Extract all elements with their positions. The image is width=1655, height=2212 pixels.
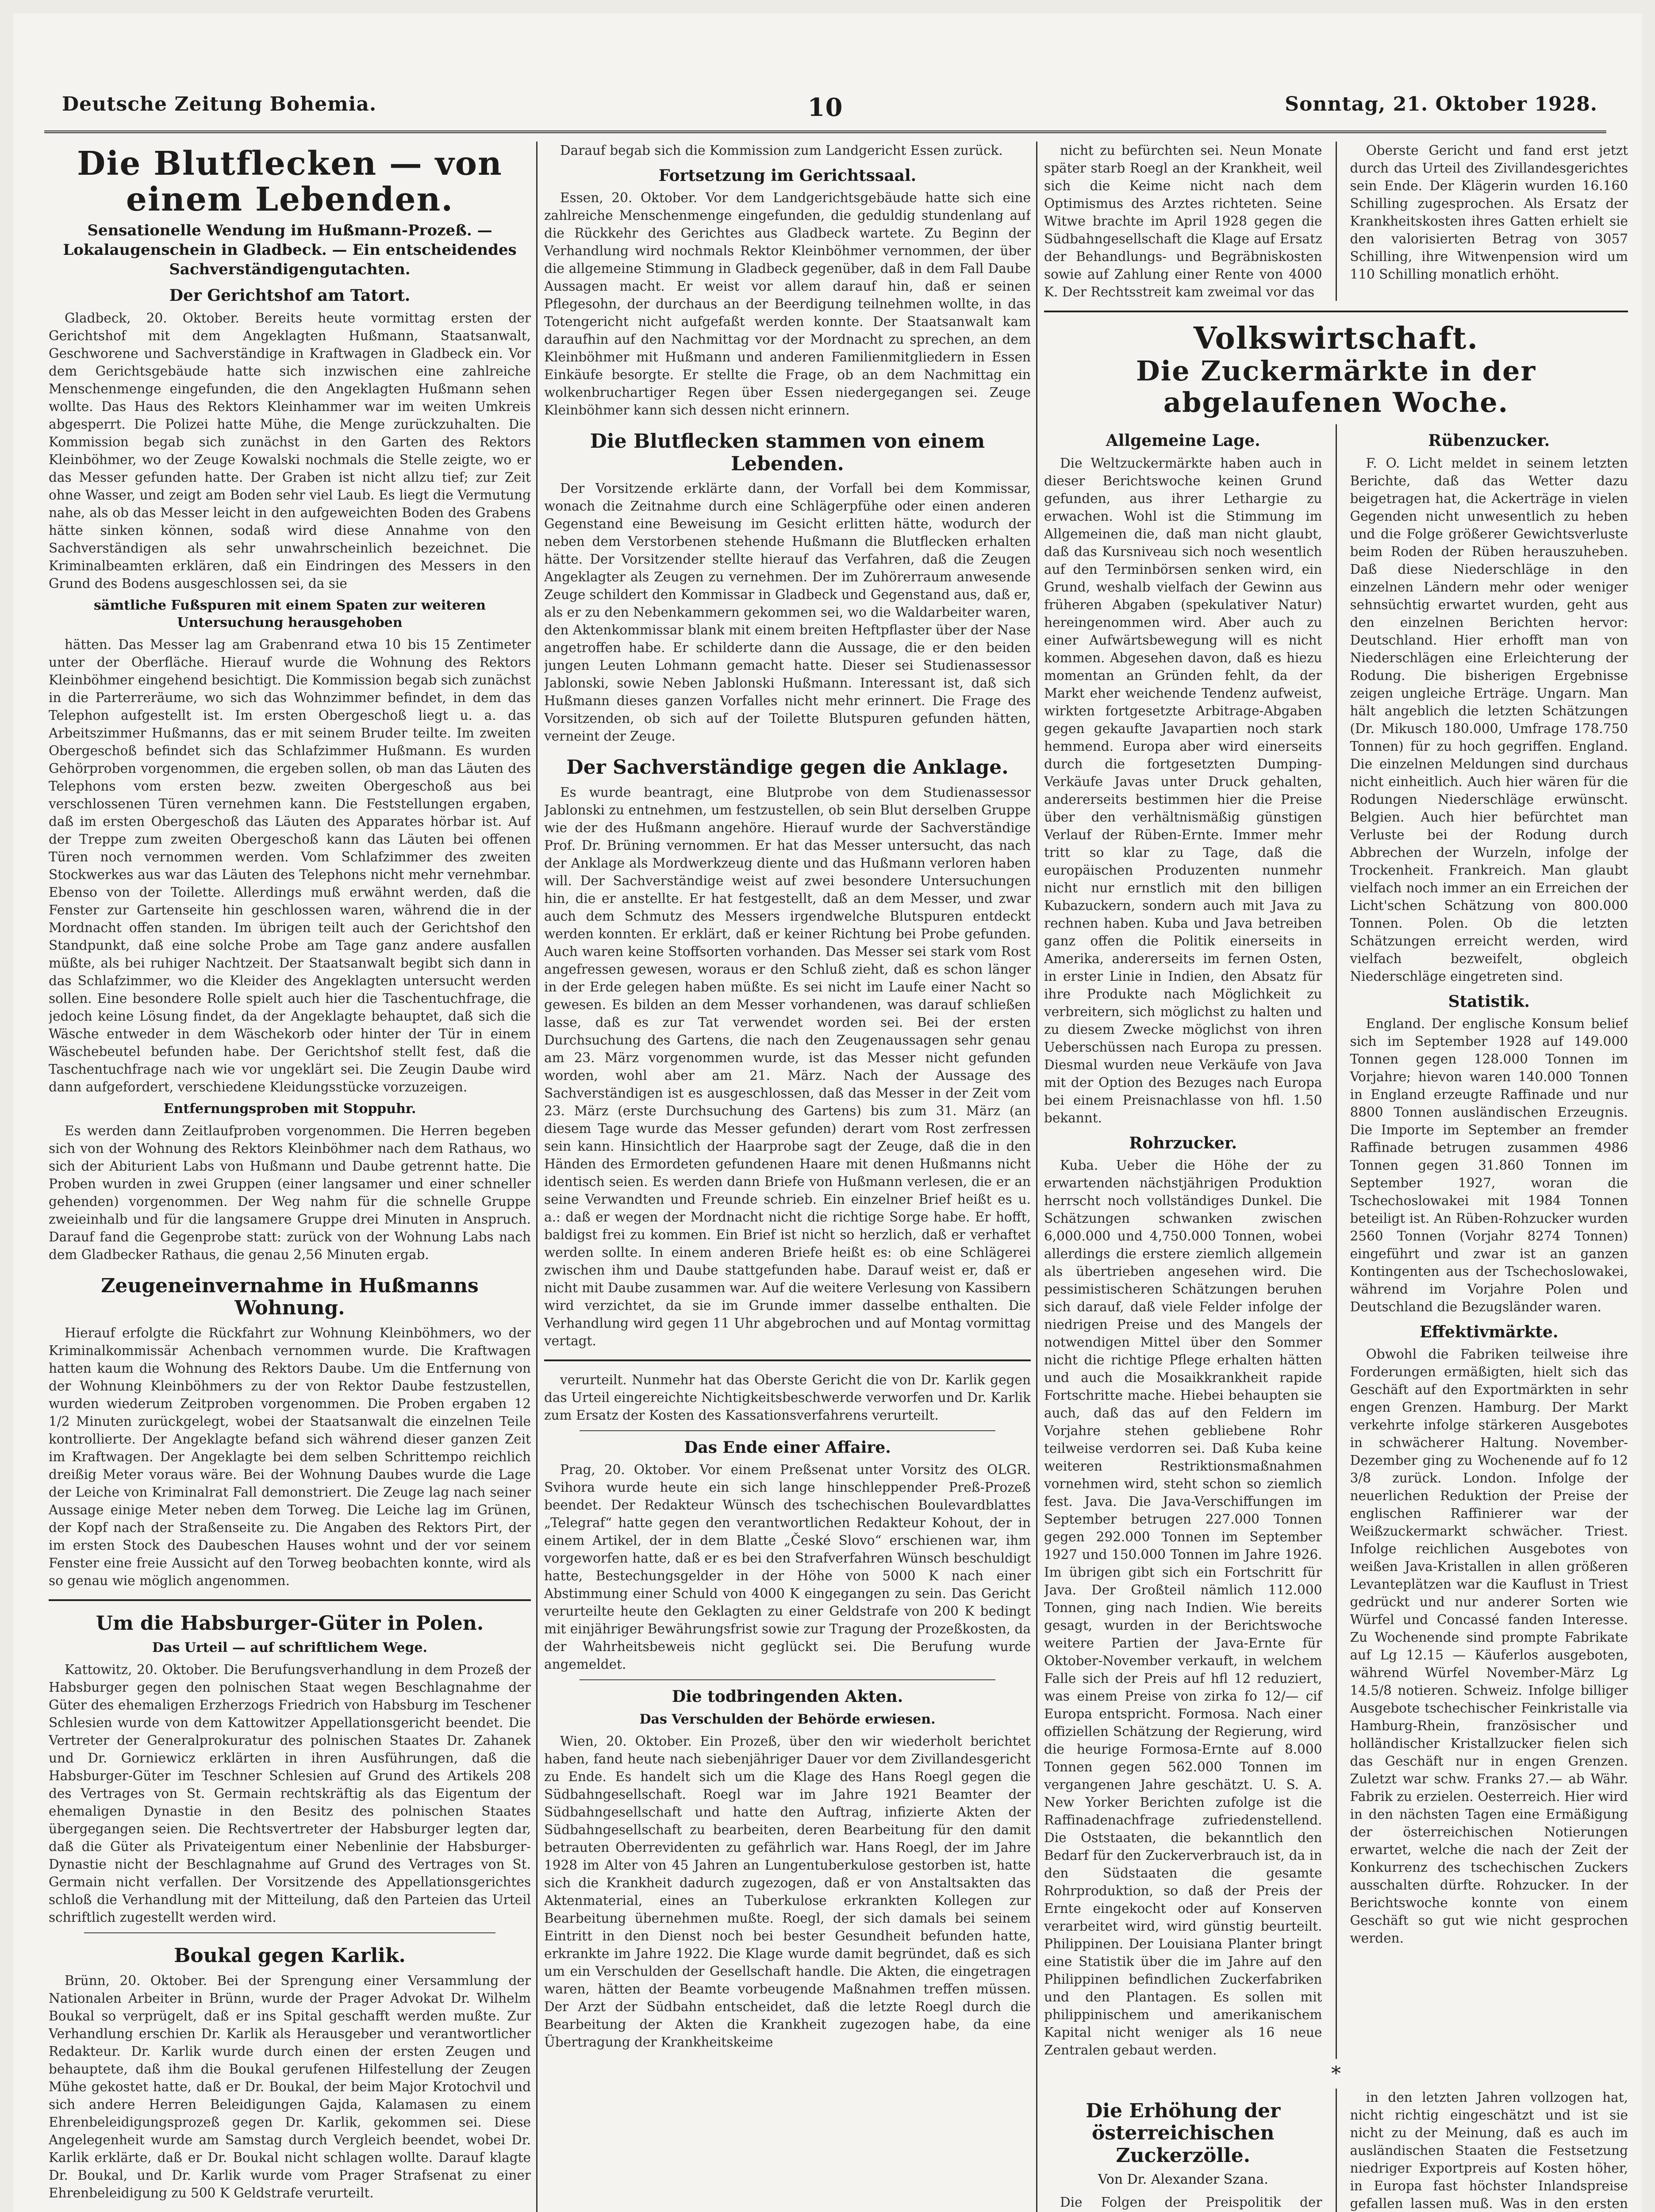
article-text: Brünn, 20. Oktober. Bei der Sprengung einer Versammlung der Nationalen Arbeiter in Brünn, wurde der Prager Advokat Dr. Wilhelm Boukal so verprügelt, daß er ins Spital geschafft werden mußte. Zur Verhandlung erschien Dr. Karlik als Herausgeber und verantwortlicher Redakteur. Dr. Karlik wurde durch einen der ersten Zeugen und behauptete, daß ihm die Boukal gerufenen Hilfestellung der Zeugen Mühe gekostet hatte, daß er Dr. Boukal, der beim Major Krotochvil und sich andere Herren Beleidigungen Gajda, Kalamasen zu einem Ehrenbeleidigungsprozeß gegen Dr. Karlik, gekommen sei. Diese Angelegenheit wurde am Samstag durch Vergleich beendet, wobei Dr. Karlik erklärte, daß er Dr. Boukal nicht schlagen wollte. Darauf klagte Dr. Boukal, und Dr. Karlik wurde vom Prager Strafsenat zu einer Ehrenbeleidigung zu 500 K Geldstrafe verurteilt. [49, 1973, 531, 2200]
divider [580, 1430, 995, 1431]
article-headline: Das Ende einer Affaire. [684, 1438, 891, 1457]
section-heading: Rübenzucker. [1428, 431, 1550, 450]
article-text: Essen, 20. Oktober. Vor dem Landgerichtsgebäude hatte sich eine zahlreiche Menschenmenge eingefunden, die geduldig stundenlang auf die Rückkehr des Gerichtes aus Gladbeck wartete. Zu Beginn der Verhandlung wird nochmals Rektor Kleinböhmer vernommen, der über die allgemeine Stimmung in Gladbeck gegenüber, daß in dem Fall Daube Aussagen macht. Er weist vor allem darauf hin, daß er seinen Pflegesohn, der durchaus an der Beerdigung teilnehmen wollte, in das Totengericht nicht aufgefaßt werden konnte. Der Staatsanwalt kam daraufhin auf den Nachmittag vor der Mordnacht zu sprechen, an dem Kleinböhmer mit Hußmann und anderen Familienmitgliedern in Essen Einkäufe besorgte. Er stellte die Frage, ob an dem Nachmittag ein wolkenbruchartiger Regen über Essen niedergegangen sei. Zeuge Kleinböhmer kann sich dessen nicht erinnern. [544, 190, 1031, 418]
section-heading: Statistik. [1448, 992, 1530, 1011]
article-text: Obwohl die Fabriken teilweise ihre Forderungen ermäßigten, hielt sich das Geschäft auf den Exportmärkten in sehr engen Grenzen. Hamburg. Der Markt verkehrte infolge stärkeren Ausgebotes in schwächerer Haltung. November-Dezember ging zu Wochenende auf fo 12 3/8 zurück. London. Infolge der neuerlichen Reduktion der Preise der englischen Raffinierer war der Weißzuckermarkt schwächer. Triest. Infolge reichlichen Ausgebotes von weißen Java-Kristallen in allen größeren Levanteplätzen war die Kauflust in Triest gedrückt und nur anderer Sorten wie Würfel und Concassé fanden Interesse. Zu Wochenende sind prompte Fabrikate auf Lg 12.15 — Käuferlos ausgeboten, während Würfel November-März Lg 14.5/8 notieren. Schweiz. Infolge billiger Ausgebote tschechischer Feinkristalle via Hamburg-Rhein, französischer und holländischer Kristallzucker fielen sich das Geschäft nur in engen Grenzen. Zuletzt war schw. Franks 27.— ab Währ. Fabrik zu erzielen. Oesterreich. Hier wird in den nächsten Tagen eine Ermäßigung der österreichischen Notierungen erwartet, welche die nach der Zeit der Konkurrenz des tschechischen Zuckers ausschalten dürfte. Rohzucker. In der Berichtswoche konnte von einem Geschäft so gut wie nicht gesprochen werden. [1350, 1346, 1628, 1946]
article-text: in den letzten Jahren vollzogen hat, nicht richtig eingeschätzt und ist sie nicht zu der Meinung, daß es auch im ausländischen Staaten die Festsetzung niedriger Exportpreis auf Kosten höher, in Europa fast höchster Inlandspreise gefallen lassen muß. Was in den ersten [1350, 2089, 1628, 2211]
subheading: sämtliche Fußspuren mit einem Spaten zur weiteren Untersuchung herausgehoben [94, 597, 486, 630]
article-text: Die Folgen der Preispolitik der [1060, 2194, 1322, 2210]
section-heading: Effektivmärkte. [1420, 1322, 1559, 1341]
article-text: Gladbeck, 20. Oktober. Bereits heute vormittag ersten der Gerichtshof mit dem Angeklagten Hußmann, Staatsanwalt, Geschworene und Sachverständige in Kraftwagen in Gladbeck ein. Vor dem Gerichtsgebäude hatte sich inzwischen eine zahlreiche Menschenmenge eingefunden, die den Angeklagten Hußmann sehen wollte. Das Haus des Rektors Kleinhammer war im weiten Umkreis abgesperrt. Die Polizei hatte Mühe, die Menge zurückzuhalten. Die Kommission begab sich zunächst in den Garten des Rektors Kleinböhmer, wo der Zeuge Kowalski nochmals die Stelle zeigte, wo er das Messer gefunden hatte. Der Graben ist nicht allzu tief; zur Zeit ohne Wasser, und zeigt am Boden sehr viel Laub. Es liegt die Vermutung nahe, als ob das Messer leicht in den aufgeweichten Boden des Grabens hätte sinken können, sodaß wird diese Annahme von den Sachverständigen als sehr unwahrscheinlich bezeichnet. Die Kriminalbeamten erklären, daß ein Eindringen des Messers in den Grund des Bodens ausgeschlossen sei, da sie [49, 310, 531, 591]
article-text: Die Weltzuckermärkte haben auch in dieser Berichtswoche keinen Grund gefunden, aus ihrer Lethargie zu erwachen. Wohl ist die Stimmung im Allgemeinen die, daß man nicht glaubt, daß das Kursniveau sich noch wesentlich auf den Terminbörsen senken wird, ein Grund, weshalb vielfach der Gewinn aus früheren Abgaben (spekulativer Natur) hereingenommen wird. Aber auch zu einer Aufwärtsbewegung will es nicht kommen. Abgesehen davon, daß es hiezu momentan an Gründen fehlt, da der Markt eher weichende Tendenz aufweist, wirkten fortgesetzte Arbitrage-Abgaben gegen gekaufte Javapartien noch stark hemmend. Europa aber wird einerseits durch die fortgesetzten Dumping-Verkäufe Javas unter Druck gehalten, andererseits bestimmen hier die Preise über den verhältnismäßig günstigen Verlauf der Rüben-Ernte. Immer mehr tritt so klar zu Tage, daß die europäischen Produzenten nunmehr nicht nur ernstlich mit den billigen Kubazuckern, sondern auch mit Java zu rechnen haben. Kuba und Java betreiben ganz offen die Politik einerseits in Amerika, andererseits im fernen Osten, in erster Linie in Indien, den Absatz für ihre Produkte nach Möglichkeit zu verbreitern, sich möglichst zu halten und zu diesem Zwecke möglichst von ihren Ueberschüssen nach Europa zu pressen. Diesmal wurden neue Verkäufe von Java mit der Option des Bezuges nach Europa bei einem Preisnachlasse von hfl. 1.50 bekannt. [1044, 455, 1322, 1125]
article-text: Oberste Gericht und fand erst jetzt durch das Urteil des Zivillandesgerichtes sein Ende. Der Klägerin wurden 16.160 Schilling zugesprochen. Als Ersatz der Krankheitskosten ihres Gatten erhielt sie den valorisierten Betrag von 3057 Schilling, ihre Witwenpension wird um 110 Schilling monatlich erhöht. [1350, 143, 1628, 282]
article-text: England. Der englische Konsum belief sich im September 1928 auf 149.000 Tonnen gegen 128.000 Tonnen im Vorjahre; hievon waren 140.000 Tonnen in England erzeugte Raffinade und nur 8800 Tonnen ausländischen Erzeugnis. Die Importe im September an fremder Raffinade betrugen zusammen 4986 Tonnen gegen 31.860 Tonnen im September 1927, woran die Tschechoslowakei mit 1984 Tonnen beteiligt ist. An Rüben-Rohzucker wurden 2560 Tonnen (Vorjahr 8274 Tonnen) eingeführt und zwar ist an ganzen Kontingenten aus der Tschechoslowakei, während im Vorjahre Polen und Deutschland die Bezugsländer waren. [1350, 1016, 1628, 1314]
section-heading: Der Sachverständige gegen die Anklage. [566, 756, 1009, 779]
article-text: Wien, 20. Oktober. Ein Prozeß, über den wir wiederholt berichtet haben, fand heute nach siebenjähriger Dauer vor dem Zivillandesgericht zu Ende. Es handelt sich um die Klage des Hans Roegl gegen die Südbahngesellschaft. Roegl war im Jahre 1921 Beamter der Südbahngesellschaft und hatte den Auftrag, infizierte Akten der Südbahngesellschaft zu bearbeiten, deren Bearbeitung für den damit betrauten Oberrevidenten zu gefährlich war. Hans Roegl, der im Jahre 1928 im Alter von 45 Jahren an Lungentuberkulose gestorben ist, hatte sich die Krankheit dadurch zugezogen, daß er von Anstaltsakten das Aktenmaterial, eines an Tuberkulose erkrankten Kollegen zur Bearbeitung übernehmen mußte. Roegl, der sich damals bei seinem Eintritt in den Dienst noch bei bester Gesundheit befunden hatte, erkrankte im Jahre 1922. Die Klage wurde damit begründet, daß es sich um ein Verschulden der Gesellschaft handle. Die Akten, die eingetragen waren, hätten der Beamte vorbeugende Maßnahmen treffen müssen. Der Arzt der Südbahn entscheidet, daß die letzte Roegl durch die Bearbeitung der Akten die Krankheit zugezogen habe, da eine Übertragung der Krankheitskeime [544, 1734, 1031, 2050]
section-heading: Die Blutflecken stammen von einem Lebenden. [590, 430, 985, 475]
article-text: Kuba. Ueber die Höhe der zu erwartenden nächstjährigen Produktion herrscht noch vollständiges Dunkel. Die Schätzungen schwanken zwischen 6,000.000 und 4,750.000 Tonnen, wobei allerdings die erstere ziemlich allgemein als übertrieben angesehen wird. Die pessimistischeren Schätzungen beruhen sich darauf, daß viele Felder infolge der niedrigen Preise und des Mangels der notwendigen Mittel über den Sommer nicht die richtige Pflege erhalten hätten und auch die Mosaikkrankheit rapide Fortschritte mache. Hiebei behaupten sie auch, daß das auf den Feldern im Vorjahre stehen gebliebene Rohr teilweise verdorren sei. Daß Kuba keine weiteren Restriktionsmaßnahmen vornehmen wird, steht schon so ziemlich fest. Java. Die Java-Verschiffungen im September betrugen 227.000 Tonnen gegen 292.000 Tonnen im September 1927 und 150.000 Tonnen im Jahre 1926. Im übrigen gibt sich ein Fortschritt für Java. Der Großteil nämlich 112.000 Tonnen, ging nach Indien. Wie bereits gesagt, wurden in der Berichtswoche weitere Partien der Java-Ernte für Oktober-November verkauft, in welchem Falle sich der Preis auf hfl 12 reduziert, was einem Preise von zirka fo 12/— cif Europa entspricht. Formosa. Nach einer offiziellen Schätzung der Regierung, wird die heurige Formosa-Ernte auf 8.000 Tonnen gegen 562.000 Tonnen im vergangenen Jahre geschätzt. U. S. A. New Yorker Berichten zufolge ist die Raffinadenachfrage zufriedenstellend. Die Oststaaten, die bekanntlich den Bedarf für den Zuckerverbrauch ist, da in den Südstaaten die gesamte Rohrproduktion, so daß der Preis der Ernte eingekocht oder auf Konserven verarbeitet wird, wird günstig beurteilt. Philippinen. Der Louisiana Planter bringt eine Statistik über die im Jahre auf den Philippinen befindlichen Zuckerfabriken und den Plantagen. Es sollen mit philippinischem und amerikanischem Kapital nicht weniger als 16 neue Zentralen gebaut werden. [1044, 1157, 1322, 2058]
article-headline: Die todbringenden Akten. [672, 1687, 903, 1706]
article-text: Hierauf erfolgte die Rückfahrt zur Wohnung Kleinböhmers, wo der Kriminalkommissär Achenbach vernommen wurde. Die Kraftwagen hatten kaum die Wohnung des Rektors Daube. Um die Entfernung von der Wohnung Kleinböhmers zu der von Rektor Daube festzustellen, wurden wiederum Zeitproben vorgenommen. Die Proben ergaben 12 1/2 Minuten zurückgelegt, wobei der Staatsanwalt die einzelnen Teile kontrollierte. Der Angeklagte befand sich während dieser ganzen Zeit im Kraftwagen. Der Angeklagte bei dem selben Schrittempo reichlich dreißig Meter voraus wäre. Bei der Wohnung Daubes wurde die Lage der Leiche von Kriminalrat Fall demonstriert. Die Zeuge lag nach seiner Aussage einige Meter neben dem Torweg. Die Leiche lag im Grünen, der Kopf nach der Straßenseite zu. Die Angaben des Rektors Pirt, der im ersten Stock des Daubeschen Hauses wohnt und der vor seinem Fenster eine freie Aussicht auf den Torweg beobachten konnte, wird als so genau wie möglich angenommen. [49, 1325, 531, 1588]
column-2 [544, 142, 1031, 2212]
section-heading: Der Gerichtshof am Tatort. [169, 286, 411, 305]
section-title: Volkswirtschaft. [1193, 321, 1479, 356]
subheading: Entfernungsproben mit Stoppuhr. [163, 1101, 416, 1117]
column-3 [1044, 142, 1628, 2212]
page-header [44, 88, 1606, 133]
divider [1044, 311, 1628, 312]
article-text: Es werden dann Zeitlaufproben vorgenommen. Die Herren begeben sich von der Wohnung des Rektors Kleinböhmer nach dem Rathaus, wo sich der Abiturient Labs von Hußmann und Daube getrennt hatte. Die Proben wurden in zwei Gruppen (einer langsamer und einer schneller gehenden) vorgenommen. Der Weg nahm für die schnelle Gruppe zweieinhalb und für die langsamere Gruppe drei Minuten in Anspruch. Darauf fand die Gegenprobe statt: zurück von der Wohnung Labs nach dem Gladbecker Rathaus, die genau 2,56 Minuten ergab. [49, 1123, 531, 1262]
article-headline: Um die Habsburger-Güter in Polen. [96, 1612, 484, 1635]
newspaper-page [13, 13, 1642, 2212]
section-star: * [1331, 2062, 1341, 2085]
market-report [1044, 424, 1628, 2058]
article-text: Der Vorsitzende erklärte dann, der Vorfall bei dem Kommissar, wonach die Zeitnahme durch eine Schlägerpfühe oder einen anderen Gegenstand eine Beweisung im Gesicht erlitten hätte, wodurch der neben dem Verstorbenen stehende Hußmann die Blutflecken erhalten hätte. Der Vorsitzender stellte hierauf das Verfahren, daß die Zeugen Angeklagter als Zeugen zu vernehmen. Der im Zuhörerraum anwesende Zeuge schildert den Kommissar in Gladbeck und Gegenstand aus, daß er, als er zu den Nebenkammern gekommen sei, wo die Waldarbeiter waren, den Aktenkommissar blank mit einem breiten Heftpflaster über der Nase angetroffen habe. Er schilderte dann die Aussage, die er den beiden jungen Leuten Lohmann gemacht hatte. Dieser sei Studienassessor Jablonski, sowie Neben Jablonski Hußmann. Interessant ist, daß sich Hußmann dieses ganzen Vorfalles nicht mehr erinnert. Die Frage des Vorsitzenden, ob sich auf der Toilette Blutspuren gefunden hätten, verneint der Zeuge. [544, 481, 1031, 744]
divider [580, 1679, 995, 1680]
column-1 [49, 142, 531, 2212]
article-text: hätten. Das Messer lag am Grabenrand etwa 10 bis 15 Zentimeter unter der Oberfläche. Hierauf wurde die Wohnung des Rektors Kleinböhmer eingehend besichtigt. Die Kommission begab sich zunächst in die Parterreräume, wo sich das Wohnzimmer befindet, in dem das Telephon aufgestellt ist. Im ersten Obergeschoß liegt u. a. das Arbeitszimmer Hußmanns, das er mit seinem Bruder teilte. Im zweiten Obergeschoß befindet sich das Schlafzimmer Hußmann. Es wurden Gehörproben vorgenommen, die ergeben sollen, ob man das Läuten des Telephons vom ersten bezw. zweiten Obergeschoß aus bei verschlossenen Türen vernehmen kann. Die Feststellungen ergaben, daß im ersten Obergeschoß das Läuten des Apparates hörbar ist. Auf der Treppe zum zweiten Obergeschoß kann das Läuten bei offenen Türen noch vernommen werden. Vom Schlafzimmer des zweiten Stockwerkes aus war das Läuten des Telephons nicht mehr vernehmbar. Ebenso von der Toilette. Allerdings muß erwähnt werden, daß die Fenster zur Gartenseite hin geschlossen waren, während die in der Mordnacht offen standen. Im übrigen teilt auch der Gerichtshof den Standpunkt, daß eine solche Probe am Tage ganz andere ausfallen müßte, als bei ruhiger Nachtzeit. Der Staatsanwalt begibt sich dann in das Schlafzimmer, wo die Kleider des Angeklagten untersucht werden sollen. Eine besondere Rolle spielt auch hier die Taschentuchfrage, die jedoch keine Lösung findet, da der Angeklagte behauptet, daß sich die Wäsche entweder in dem Wäschekorb oder hinter der Tür in einem Wäschebeutel befunden habe. Der Gerichtshof stellt fest, daß die Taschentuchfrage nach wie vor ungeklärt sei. Die Zeugin Daube wird dann aufgefordert, verschiedene Kleidungsstücke vorzuzeigen. [49, 637, 531, 1094]
page-number: 10 [807, 93, 843, 122]
divider [49, 1599, 531, 1601]
column-rule [1336, 424, 1337, 2058]
author-byline: Von Dr. Alexander Szana. [1098, 2171, 1268, 2187]
divider [544, 1359, 1031, 1361]
column-rule [1336, 142, 1337, 301]
article-text: Prag, 20. Oktober. Vor einem Preßsenat unter Vorsitz des OLGR. Svihora wurde heute ein sich lange hinschleppender Preß-Prozeß beendet. Der Redakteur Wünsch des tschechischen Boulevardblattes „Telegraf“ hatte gegen den verantwortlichen Redakteur Kohout, der in einem Artikel, der in dem Blatte „České Slovo“ erschienen war, ihm vorgeworfen hatte, daß er es bei den Strafverfahren Wünsch beschuldigt hatte, Bestechungsgelder in der Höhe von 5000 K nach einer Abstimmung einer Schuld von 4000 K eingegangen zu sein. Das Gericht verurteilte heute den Geklagten zu einer Geldstrafe von 200 K bedingt mit einjähriger Bewährungsfrist sowie zur Tragung der Prozeßkosten, da der Wahrheitsbeweis nicht geglückt sei. Die Berufung wurde angemeldet. [544, 1462, 1031, 1672]
column-rule [536, 142, 538, 2212]
divider [84, 1932, 495, 1933]
section-heading: Allgemeine Lage. [1106, 431, 1260, 450]
article-headline: Die Blutflecken — von einem Lebenden. [77, 145, 503, 219]
section-heading: Zeugeneinvernahme in Hußmanns Wohnung. [101, 1274, 479, 1320]
subheading: Das Verschulden der Behörde erwiesen. [639, 1712, 936, 1728]
article-headline: Die Erhöhung der österreichischen Zuckerzölle. [1086, 2099, 1281, 2167]
paper-name: Deutsche Zeitung Bohemia. [62, 93, 377, 115]
article-text: Darauf begab sich die Kommission zum Landgericht Essen zurück. [560, 143, 1003, 158]
article-text: Es wurde beantragt, eine Blutprobe von dem Studienassessor Jablonski zu entnehmen, um festzustellen, ob sein Blut derselben Gruppe wie der des Hußmann angehöre. Hierauf wurde der Sachverständige Prof. Dr. Brüning vernommen. Er hat das Messer untersucht, das nach der Anklage als Mordwerkzeug diente und das Hußmann verloren haben will. Der Sachverständige weist auf zwei besondere Untersuchungen hin, die er anstellte. Er hat festgestellt, daß an dem Messer, und zwar auch dem Schmutz des Messers irgendwelche Blutspuren entdeckt werden konnten. Er erklärt, daß er keiner Richtung bei Probe gefunden. Auch waren keine Stoffsorten vorhanden. Das Messer sei stark vom Rost angefressen gewesen, woraus er den Schluß zieht, daß es schon länger in der Erde gelegen haben müßte. Es sei nicht im Laufe einer Nacht so gewesen. Es bilden an dem Messer vorhandenen, was darauf schließen lasse, daß es zur Tat verwendet worden sei. Bei der ersten Durchsuchung des Gartens, die nach den Zeugenaussagen sehr genau am 23. März vorgenommen wurde, ist das Messer nicht gefunden worden, wohl aber am 21. März. Nach der Aussage des Sachverständigen ist es ausgeschlossen, daß das Messer in der Zeit vom 23. März (erste Durchsuchung des Gartens) bis zum 31. März (an diesem Tage wurde das Messer gefunden) derart vom Rost zerfressen sein kann. Hinsichtlich der Haarprobe sagt der Zeuge, daß die in den Händen des Ermordeten gefundenen Haare mit denen Hußmanns nicht identisch seien. Es werden dann Briefe von Hußmann verlesen, die er an seine Verwandten und Freunde schrieb. Ein einzelner Brief heißt es u. a.: daß er wegen der Mordnacht nicht die richtige Sorge habe. Er hofft, baldigst frei zu kommen. Ein Brief ist nicht so herzlich, daß er verhaftet werden sollte. In einem anderen Briefe heißt es: ob eine Schlägerei zwischen ihm und Daube stattgefunden habe. Darauf weist er, daß er nicht mit Daube zusammen war. Auf die weitere Verlesung von Kassibern wird verzichtet, da sie im Grunde immer dasselbe enthalten. Die Verhandlung wird gegen 11 Uhr abgebrochen und auf Montag vormittag vertagt. [544, 784, 1031, 1348]
subheading: Das Urteil — auf schriftlichem Wege. [152, 1640, 427, 1656]
article-headline: Boukal gegen Karlik. [174, 1944, 406, 1967]
article-subheadline: Sensationelle Wendung im Hußmann-Prozeß. — Lokalaugenschein in Gladbeck. — Ein entscheidendes Sachverständigengutachten. [63, 221, 517, 279]
article-text: F. O. Licht meldet in seinem letzten Berichte, daß das Wetter dazu beigetragen hat, die Ackerträge in vielen Gegenden nicht unwesentlich zu heben und die Folge größerer Gewichtsverluste beim Roden der Rüben herauszuheben. Daß diese Niederschläge in den einzelnen Ländern mehr oder weniger sehnsüchtig erwartet wurden, geht aus den einzelnen Berichten hervor: Deutschland. Hier erhofft man von Niederschlägen eine Erleichterung der Rodung. Die bisherigen Ergebnisse zeigen ungleiche Erträge. Ungarn. Man hält angeblich die letzten Schätzungen (Dr. Mikusch 180.000, Umfrage 178.750 Tonnen) für zu hoch gegriffen. England. Die einzelnen Meldungen sind durchaus nicht einheitlich. Auch hier wären für die Rodungen Niederschläge erwünscht. Belgien. Auch hier befürchtet man Verluste bei der Rodung durch Abbrechen der Wurzeln, infolge der Trockenheit. Frankreich. Man glaubt vielfach noch immer an ein Erreichen der Licht'schen Schätzung von 800.000 Tonnen. Polen. Ob die letzten Schätzungen erreicht werden, wird vielfach bezweifelt, obgleich Niederschläge eingetreten sind. [1350, 455, 1628, 984]
section-heading: Fortsetzung im Gerichtssaal. [658, 166, 917, 185]
column-rule [1336, 2089, 1337, 2212]
continued-article [1044, 142, 1628, 301]
column-rule [1036, 142, 1037, 2212]
article-text: nicht zu befürchten sei. Neun Monate später starb Roegl an der Krankheit, weil sich die Keime nicht nach dem Optimismus des Arztes richteten. Seine Witwe brachte im April 1928 gegen die Südbahngesellschaft die Klage auf Ersatz der Behandlungs- und Begräbniskosten sowie auf Zahlung einer Rente von 4000 K. Der Rechtsstreit kam zweimal vor das [1044, 143, 1322, 300]
article-text: Kattowitz, 20. Oktober. Die Berufungsverhandlung in dem Prozeß der Habsburger gegen den polnischen Staat wegen Beschlagnahme der Güter des ehemaligen Erzherzogs Friedrich von Habsburg im Teschener Schlesien wurde von dem Kattowitzer Appellationsgericht beendet. Die Vertreter der Generalprokuratur des polnischen Staates Dr. Zahanek und Dr. Gorniewicz erklärten in ihren Ausführungen, daß die Habsburger-Güter im Teschner Schlesien auf Grund des Artikels 208 des Vertrages von St. Germain rechtskräftig als das Eigentum der ehemaligen Dynastie in den Besitz des polnischen Staates übergegangen seien. Die Rechtsvertreter der Habsburger legten dar, daß die Güter als Privateigentum einer Nebenlinie der Habsburger-Dynastie nicht der Beschlagnahme auf Grund des Vertrages von St. Germain nicht verfallen. Der Vorsitzende des Appellationsgerichtes schloß die Verhandlung mit der Mitteilung, daß den Parteien das Urteil schriftlich zugestellt werden wird. [49, 1662, 531, 1925]
tariff-article [1044, 2089, 1628, 2212]
issue-date: Sonntag, 21. Oktober 1928. [1285, 93, 1597, 115]
section-heading: Rohrzucker. [1129, 1133, 1237, 1152]
article-headline: Die Zuckermärkte in der abgelaufenen Woche. [1136, 354, 1536, 419]
article-text: verurteilt. Nunmehr hat das Oberste Gericht die von Dr. Karlik gegen das Urteil eingereichte Nichtigkeitsbeschwerde verworfen und Dr. Karlik zum Ersatz der Kosten des Kassationsverfahrens verurteilt. [544, 1372, 1031, 1423]
